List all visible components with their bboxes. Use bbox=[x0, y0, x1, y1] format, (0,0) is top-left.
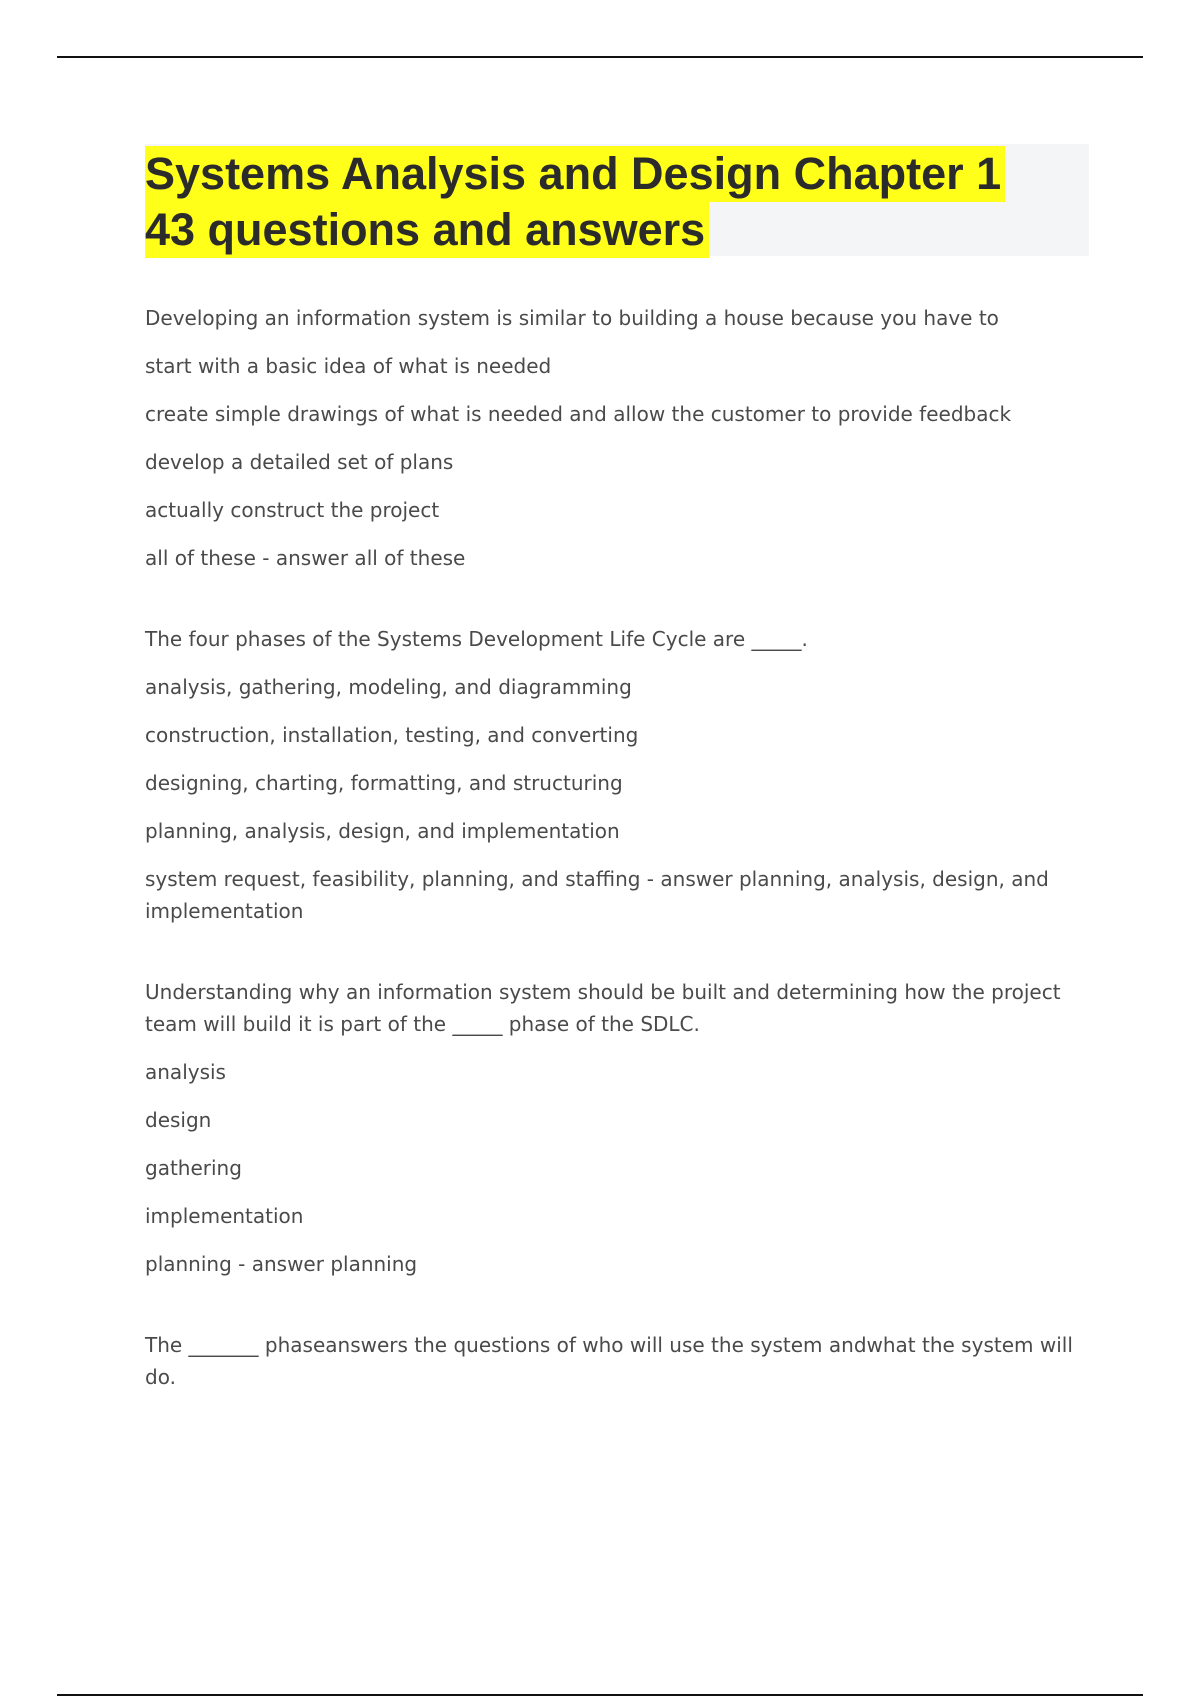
answer-option: gathering bbox=[145, 1156, 242, 1180]
answer-option: start with a basic idea of what is needed bbox=[145, 354, 552, 378]
question-text: Developing an information system is similar to building a house because you have to bbox=[145, 306, 999, 330]
answer-option-with-answer: planning - answer planning bbox=[145, 1252, 418, 1276]
answer-option: analysis bbox=[145, 1060, 226, 1084]
answer-option: actually construct the project bbox=[145, 498, 440, 522]
question-block-3 bbox=[145, 976, 1075, 1280]
answer-option: construction, installation, testing, and converting bbox=[145, 723, 639, 747]
answer-option: analysis, gathering, modeling, and diagramming bbox=[145, 675, 632, 699]
question-text: The _______ phaseanswers the questions of who will use the system andwhat the system will do. bbox=[145, 1333, 1073, 1389]
answer-option-with-answer: system request, feasibility, planning, and staffing - answer planning, analysis, design, and implementation bbox=[145, 867, 1049, 923]
document-title-line-1: Systems Analysis and Design Chapter 1 bbox=[145, 146, 1005, 202]
question-text: The four phases of the Systems Development Life Cycle are _____. bbox=[145, 627, 808, 651]
answer-option-with-answer: all of these - answer all of these bbox=[145, 546, 466, 570]
answer-option: develop a detailed set of plans bbox=[145, 450, 454, 474]
answer-option: implementation bbox=[145, 1204, 304, 1228]
top-rule bbox=[57, 56, 1143, 58]
answer-option: create simple drawings of what is needed and allow the customer to provide feedback bbox=[145, 402, 1012, 426]
document-title-line-2: 43 questions and answers bbox=[145, 202, 709, 258]
answer-option: design bbox=[145, 1108, 212, 1132]
answer-option: planning, analysis, design, and implementation bbox=[145, 819, 620, 843]
question-block-2 bbox=[145, 623, 1075, 927]
question-block-4 bbox=[145, 1329, 1075, 1393]
qa-content bbox=[145, 302, 1075, 1442]
answer-option: designing, charting, formatting, and structuring bbox=[145, 771, 623, 795]
bottom-rule bbox=[57, 1694, 1143, 1696]
question-block-1 bbox=[145, 302, 1075, 574]
question-text: Understanding why an information system should be built and determining how the project team will build it is part of the _____ phase of the SDLC. bbox=[145, 980, 1061, 1036]
